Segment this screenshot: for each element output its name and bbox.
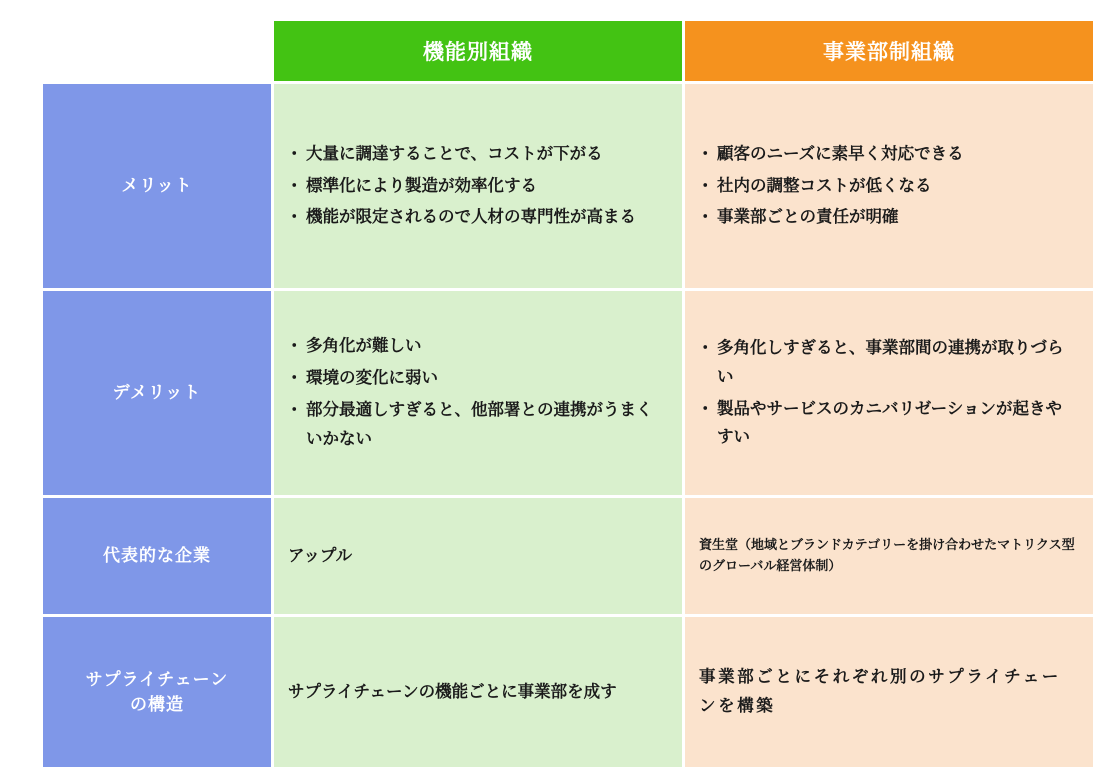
bullet-list (699, 334, 1077, 453)
cell-text: 事業部ごとにそれぞれ別のサプライチェーンを構築 (699, 668, 1061, 715)
row-label-merit: メリット (43, 84, 271, 288)
table-header-row (43, 21, 1093, 81)
bullet-list (288, 332, 666, 454)
row-label-demerit: デメリット (43, 291, 271, 495)
table-corner-cell (43, 21, 271, 81)
cell-company-functional (274, 498, 682, 614)
list-item: ・ 標準化により製造が効率化する (288, 172, 666, 201)
cell-merit-divisional (685, 84, 1093, 288)
list-item: ・ 事業部ごとの責任が明確 (699, 203, 1077, 232)
cell-company-divisional (685, 498, 1093, 614)
bullet-list (288, 140, 666, 233)
cell-text: アップル (288, 546, 353, 565)
column-header-functional: 機能別組織 (274, 21, 682, 81)
cell-text: サプライチェーンの機能ごとに事業部を成す (288, 682, 617, 701)
cell-supply-divisional (685, 617, 1093, 767)
list-item: ・ 製品やサービスのカニバリゼーションが起きやすい (699, 395, 1077, 453)
organization-comparison-table (40, 18, 1096, 770)
cell-demerit-divisional (685, 291, 1093, 495)
row-label-line1: サプライチェーン (85, 669, 229, 689)
table-row (43, 291, 1093, 495)
table-row (43, 498, 1093, 614)
cell-merit-functional (274, 84, 682, 288)
list-item: ・ 機能が限定されるので人材の専門性が高まる (288, 203, 666, 232)
list-item: ・ 環境の変化に弱い (288, 364, 666, 393)
list-item: ・ 顧客のニーズに素早く対応できる (699, 140, 1077, 169)
list-item: ・ 大量に調達することで、コストが下がる (288, 140, 666, 169)
row-label-line2: の構造 (130, 695, 184, 714)
list-item: ・ 多角化しすぎると、事業部間の連携が取りづらい (699, 334, 1077, 392)
cell-demerit-functional (274, 291, 682, 495)
table-row (43, 84, 1093, 288)
list-item: ・ 部分最適しすぎると、他部署との連携がうまくいかない (288, 396, 666, 454)
column-header-divisional: 事業部制組織 (685, 21, 1093, 81)
list-item: ・ 社内の調整コストが低くなる (699, 172, 1077, 201)
cell-supply-functional (274, 617, 682, 767)
bullet-list (699, 140, 1077, 233)
cell-text: 資生堂（地域とブランドカテゴリーを掛け合わせたマトリクス型のグローバル経営体制） (699, 537, 1075, 573)
table-row (43, 617, 1093, 767)
row-label-supply-chain-structure (43, 617, 271, 767)
list-item: ・ 多角化が難しい (288, 332, 666, 361)
row-label-representative-companies: 代表的な企業 (43, 498, 271, 614)
